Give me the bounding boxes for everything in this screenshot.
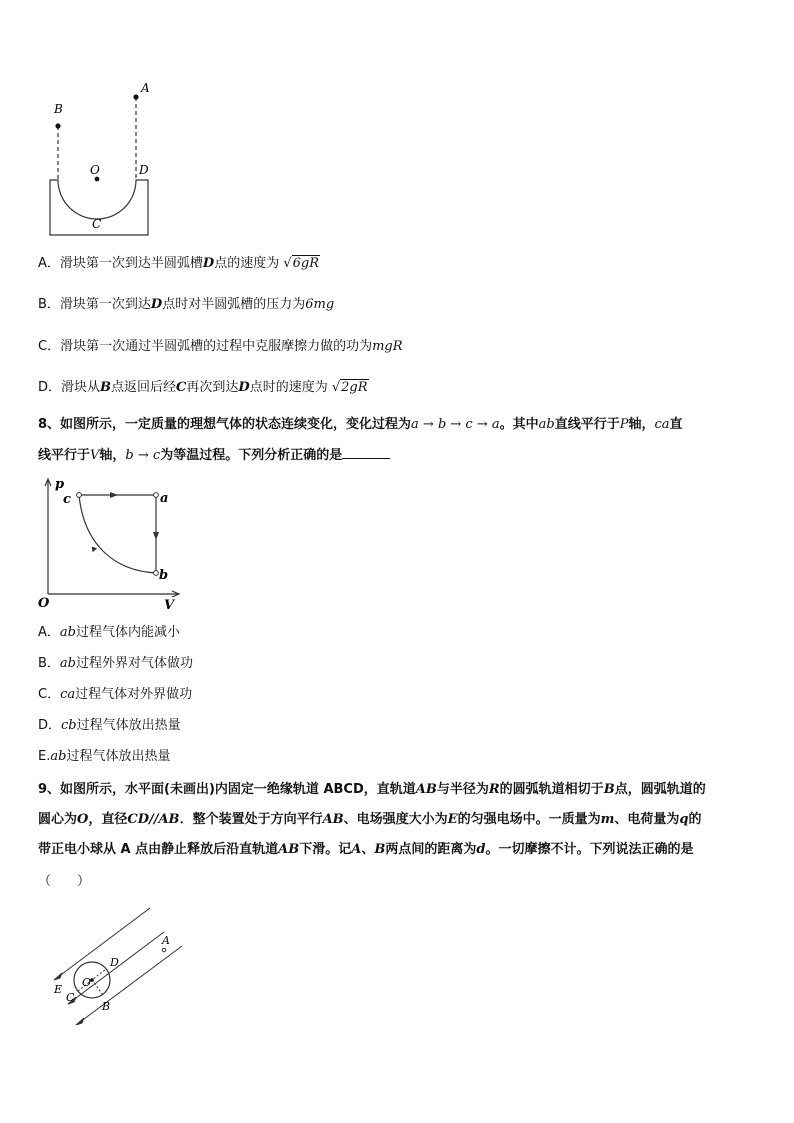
q8-option-a[interactable]: A．ab过程气体内能减小 <box>38 625 180 640</box>
q9-line1-segment: AB <box>415 782 437 797</box>
q9-line2-segment: 、电场强度大小为 <box>343 812 448 827</box>
svg-text:a: a <box>160 491 169 506</box>
q9-line2-segment: 的匀强电场中。一质量为 <box>457 812 601 827</box>
svg-text:A: A <box>162 934 170 947</box>
q9-line3-segment: 下滑。记 <box>299 842 352 857</box>
q9-line2-segment: 的 <box>688 812 702 827</box>
point-a-dot <box>133 94 138 99</box>
q9-line1-segment: 的圆弧轨道相切于 <box>499 782 604 797</box>
svg-text:O: O <box>82 976 92 989</box>
svg-text:E: E <box>54 983 63 996</box>
svg-text:b: b <box>159 568 169 583</box>
center-o-dot <box>95 177 100 182</box>
svg-text:B: B <box>102 1000 111 1013</box>
q9-line2-segment: E <box>447 812 458 827</box>
track-figure <box>40 900 200 1025</box>
q9-line1-segment: 点，圆弧轨道的 <box>614 782 706 797</box>
svg-text:c: c <box>63 492 71 507</box>
q9-answer-paren[interactable]: （ ） <box>38 874 91 889</box>
svg-text:D: D <box>139 163 149 177</box>
q9-line1-segment: R <box>488 782 500 797</box>
q9-line2-segment: O <box>77 812 89 827</box>
q7-option-c[interactable]: C．滑块第一次通过半圆弧槽的过程中克服摩擦力做的功为mgR <box>38 339 403 354</box>
svg-text:O: O <box>38 596 50 611</box>
svg-text:A: A <box>141 81 150 95</box>
q9-line3-segment: 。一切摩擦不计。下列说法正确的是 <box>485 842 694 857</box>
q8-stem-line1: 8、如图所示，一定质量的理想气体的状态连续变化，变化过程为a → b → c → a。其中ab直线平行于P轴，ca直 <box>38 417 683 432</box>
q9-stem-line2 <box>38 811 702 829</box>
svg-text:O: O <box>90 163 100 177</box>
q9-line3-segment: 带正电小球从 A 点由静止释放后沿直轨道 <box>38 842 279 857</box>
svg-text:p: p <box>55 477 65 492</box>
q7-option-a[interactable]: A．滑块第一次到达半圆弧槽D点的速度为 √6gR <box>38 256 320 271</box>
q9-stem-line3 <box>38 841 693 859</box>
q9-line2-segment: q <box>679 812 689 827</box>
sqrt-expression: √2gR <box>331 380 368 395</box>
svg-text:V: V <box>164 598 175 613</box>
q9-line3-segment: 、 <box>361 842 375 857</box>
q7-option-b[interactable]: B．滑块第一次到达D点时对半圆弧槽的压力为6mg <box>38 297 335 312</box>
q8-option-b[interactable]: B．ab过程外界对气体做功 <box>38 656 194 671</box>
q7-option-d[interactable]: D．滑块从B点返回后经C再次到达D点时的速度为 √2gR <box>38 380 368 395</box>
answer-blank[interactable] <box>342 446 390 459</box>
q9-line3-segment: A <box>351 842 362 857</box>
q9-line1-segment: 9、如图所示，水平面(未画出)内固定一绝缘轨道 ABCD，直轨道 <box>38 782 416 797</box>
svg-text:C: C <box>66 991 75 1004</box>
svg-text:C: C <box>92 217 102 231</box>
q9-line3-segment: 两点间的距离为 <box>385 842 477 857</box>
q9-line2-segment: CD//AB <box>127 812 180 827</box>
q9-line2-segment: 、电荷量为 <box>614 812 680 827</box>
svg-text:D: D <box>110 956 119 969</box>
point-b-dot <box>55 123 60 128</box>
q8-stem-line2: 线平行于V轴，b → c为等温过程。下列分析正确的是 <box>38 446 390 465</box>
q8-option-d[interactable]: D．cb过程气体放出热量 <box>38 718 181 733</box>
q9-line2-segment: m <box>600 812 615 827</box>
q9-line2-segment: AB <box>322 812 344 827</box>
q9-line3-segment: AB <box>278 842 300 857</box>
q9-line2-segment: ，直径 <box>88 812 128 827</box>
q9-stem-line1 <box>38 781 706 799</box>
q9-line2-segment: ．整个装置处于方向平行 <box>179 812 323 827</box>
pv-graph <box>36 476 186 616</box>
sqrt-expression: √6gR <box>283 256 320 271</box>
q9-line3-segment: B <box>374 842 386 857</box>
q9-line1-segment: 与半径为 <box>436 782 489 797</box>
q9-line3-segment: d <box>476 842 486 857</box>
q8-option-c[interactable]: C．ca过程气体对外界做功 <box>38 687 193 702</box>
halfpipe-figure <box>40 80 160 240</box>
q9-line2-segment: 圆心为 <box>38 812 78 827</box>
q8-option-e[interactable]: E.ab过程气体放出热量 <box>38 749 171 764</box>
q9-line1-segment: B <box>603 782 615 797</box>
svg-text:B: B <box>54 102 63 116</box>
